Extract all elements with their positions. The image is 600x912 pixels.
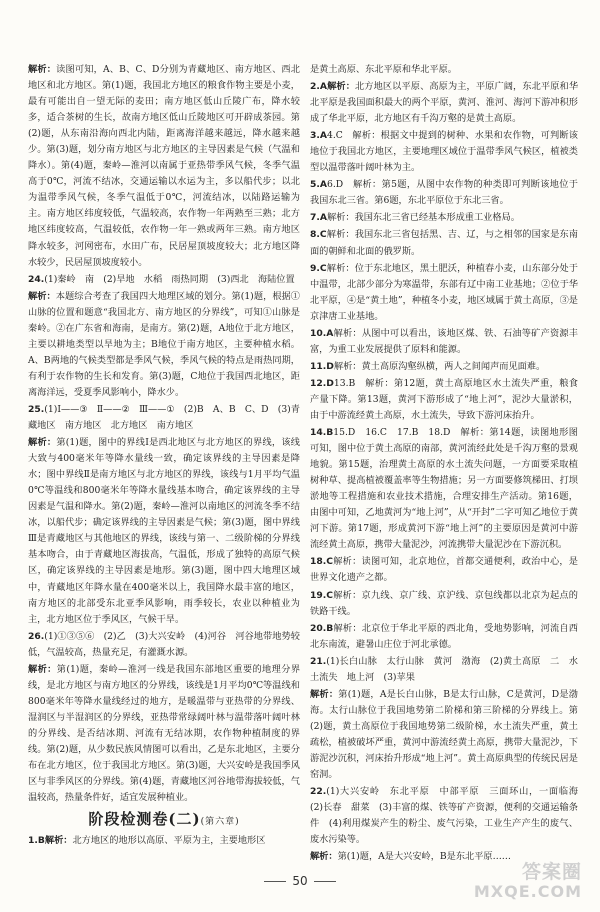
answer-text: 解析：我国东北三省已经基本形成重工业格局。 [327,212,520,224]
page-rule-right [314,881,336,882]
answer-item [310,425,578,553]
question-number: 1.B [28,835,45,847]
answer-item [310,588,578,620]
answer-text: 第(1)题，A是大兴安岭，B是东北平原…… [337,851,511,863]
question-number: 10.A [310,327,334,339]
answer-text: 第(1)题，图中的界线Ⅰ是西北地区与北方地区的界线，该线大致与400毫米年等降水量线一致，确定该界线的主导因素是降水；图中界线Ⅱ是南方地区与北方地区的界线，该线与1月平均气温0℃等温线和800毫米年等降水量线基本吻合，确定该界线的主导因素是气温和降水。第(2)题，秦岭—淮河以南地区的河流冬季不结冰，以船代步；确定该界线的主导因素是气候；第(3)题，图中界线Ⅲ是青藏地区与其他地区的界线，该线与第一、二级阶梯的分界线基本吻合，由于青藏地区海拔高，气温低，形成了独特的高原气候区，确定该界线的主导因素是地形。第(3)题，图中四大地理区域中，青藏地区年降水量在400毫米以上，我国降水最丰富的地区，南方地区的北部受东北亚季风影响，雨季较长，农业以种植业为主，北方地区位于季风区，气候干旱。 [28,437,300,625]
question-number: 26. [28,630,45,642]
page-rule-left [264,881,286,882]
question-number: 14.B [310,427,334,439]
answer-item [310,554,578,586]
answer-item [310,227,578,259]
answer-text: 北方地区以平原、高原为主，平原广阔，东北平原和华北平原是我国面积最大的两个平原，黄河、淮河、海河下游冲积形成了华北平原，北方地区有千沟万壑的是黄土高原。 [310,81,579,125]
answer-text: (1)Ⅰ——③ Ⅱ——② Ⅲ——① (2)B A、B C、D (3)青藏地区 南方地区 北方地区 南方地区 [28,403,300,432]
question-number: 24. [28,273,45,285]
analysis-label: 解析： [310,688,339,700]
question-number: 2.A [310,81,327,93]
answer-text: (1)大兴安岭 东北平原 中部平原 三面环山，一面临海 (2)长春 甜菜 (3)丰富的煤、铁等矿产资源，便利的交通运输条件 (4)利用煤炭产生的粉尘、废气污染，工业生产产生的废气、废水污染等。 [310,786,588,846]
section-subtitle: (第六章) [200,817,240,828]
analysis-label: 解析： [28,64,57,75]
answer-text: 读图可知，A、B、C、D分别为青藏地区、南方地区、西北地区和北方地区。第(1)题，我国北方地区的粮食作物主要是小麦，最有可能出自一望无际的麦田；南方地区低山丘陵广布，降水较多，适合茶树的生长，故南方地区低山丘陵地区可开辟成茶园。第(2)题，从东南沿海向西北内陆，距离海洋越来越远，降水越来越少。第(3)题，划分南方地区与北方地区的主导因素是气候（气温和降水）。第(4)题，秦岭—淮河以南属于亚热带季风气候，冬季气温高于0℃，河流不结冰，交通运输以水运为主，多以船代步；以北为温带季风气候，冬季气温低于0℃，河流结冰，以陆路运输为主。南方地区纬度较低，气温较高，农作物一年两熟至三熟；北方地区纬度较高，气温较低，农作物一年一熟或两年三熟。南方地区降水较多，河网密布，水田广布，民居屋顶坡度较大；北方地区降水较少，民居屋顶坡度较小。 [28,64,300,268]
analysis-label: 解析： [28,437,57,449]
question-number: 9.C [310,262,327,274]
answer-text: 4.C 解析：根据文中提到的树种、水果和农作物，可判断该地位于我国北方地区，主要地理区域位于温带季风气候区，植被类型以温带落叶阔叶林为主。 [310,130,578,174]
answer-text: (1)①③⑤⑥ (2)乙 (3)大兴安岭 (4)河谷 河谷地带地势较低，气温较高，热量充足，有灌溉水源。 [28,630,300,658]
answer-text: 解析：读图可知，北京地位，首都交通便利，政治中心，是世界文化遗产之都。 [310,556,578,584]
analysis-label: 解析： [28,290,56,302]
answer-item [28,62,300,271]
section-title: 阶段检测卷(二) [88,810,201,829]
answer-item [28,289,300,401]
question-number: 20.B [310,622,334,634]
section-heading [28,811,300,830]
answer-item [310,261,578,325]
answer-text: 本题综合考查了我国四大地理区域的划分。第(1)题，根据①山脉的位置和题意“我国北方、南方地区的分界线”，可知①山脉是秦岭。②在广东省和海南，是南方。第(2)题，A地位于北方地区，主要以耕地类型以旱地为主；B地位于南方地区，主要种植水稻。A、B两地的气候类型都是季风气候，季风气候的特点是雨热同期，有利于农作物的生长和发育。第(3)题，C地位于我国西北地区，距离海洋远，受夏季风影响小，降水少。 [28,290,300,398]
answer-text: 第(1)题，秦岭—淮河一线是我国东部地区重要的地理分界线，是北方地区与南方地区的分界线，该线是1月平均0℃等温线和800毫米年等降水量线经过的地方，是暖温带与亚热带的分界线、湿润区与半湿润区的分界线，亚热带常绿阔叶林与温带落叶阔叶林的分界线、是否结冰期、河流有无结冰期，农作物种植制度的界线。第(2)题，从少数民族风情图可以看出，乙是东北地区，主要分布在北方地区，位于我国北方地区。第(3)题，大兴安岭是我国季风区与非季风区的分界线。第(4)题，青藏地区河谷地带海拔较低，气温较高，热量条件好，适宜发展种植业。 [28,663,301,804]
watermark-line1: 答案圈 [521,861,582,883]
answer-text: 是黄土高原、东北平原和华北平原。 [310,64,457,75]
answer-text: 解析：从图中可以看出，该地区煤、铁、石油等矿产资源丰富，为重工业发展提供了原料和能源。 [310,327,578,355]
answer-text: 13.B 解析：第12题，黄土高原地区水土流失严重，粮食产量下降。第13题，黄河下游形成了“地上河”，泥沙大量淤积，由于中游流经黄土高原，水土流失，导致下游河床抬升。 [310,377,578,421]
question-number: 21. [310,655,327,667]
answer-item [310,376,578,424]
answer-item [310,359,578,375]
answer-text: 解析：我国东北三省包括黑、吉、辽，与之相邻的国家是东南面的朝鲜和北面的俄罗斯。 [310,229,578,257]
answer-item [28,629,300,661]
answer-item [28,662,300,806]
answer-item [310,687,578,783]
analysis-label: 解析： [310,851,338,863]
analysis-label: 解析： [44,835,73,847]
watermark-line2: MXQE.COM [473,882,582,901]
left-column [28,62,300,850]
answer-text: 解析：北京位于华北平原的西北角，受地势影响，河流自西北东南流，避暑山庄位于河北承德。 [310,622,578,650]
question-number: 8.C [310,229,327,241]
question-number: 7.A [310,212,327,224]
answer-item [310,128,578,176]
question-number: 11.D [310,360,334,372]
watermark-logo [474,862,582,902]
question-number: 3.A [310,130,327,142]
answer-text: 第(1)题，A是长白山脉，B是太行山脉，C是黄河，D是渤海。太行山脉位于我国地势第二阶梯和第三阶梯的分界线上。第(2)题，黄土高原位于我国地势第二级阶梯，水土流失严重，黄土疏松，植被破坏严重，黄河中游流经黄土高原，携带大量泥沙，下游泥沙沉积，河床抬升形成“地上河”。黄土高原典型的传统民居是窑洞。 [310,688,578,781]
answer-item [28,435,300,628]
answer-text: 6.D 解析：第5题，从图中农作物的种类即可判断该地位于我国东北三省。第6题，东北平原位于东北三省。 [310,179,578,207]
answer-item [28,402,300,434]
answer-text: 解析：黄土高原沟壑纵横，两人之间闻声而见面难。 [333,360,546,372]
answer-item [310,326,578,358]
answer-item [28,833,300,849]
page-number: 50 [0,874,600,888]
answer-text: 15.D 16.C 17.B 18.D 解析：第14题，读图地形图可知，图中位于黄土高原的南部，黄河流经此处是千沟万壑的景观地貌。第15题，治理黄土高原的水土流失问题，一方面要采取植树种草、提高植被覆盖率等生物措施；另一方面要修筑梯田、打坝淤地等工程措施和农业技术措施，合理安排生产活动。第16题，由图中可知，乙地黄河为“地上河”，从“开封”二字可知乙地位于黄河下游。第17题，形成黄河下游“地上河”的主要原因是黄河中游流经黄土高原，携带大量泥沙，河流携带大量泥沙在下游沉积。 [310,427,578,551]
answer-item [310,784,588,848]
answer-text: 北方地区的地形以高原、平原为主，主要地形区 [72,835,266,847]
answer-item [310,62,578,78]
question-number: 5.A [310,179,327,191]
question-number: 25. [28,403,45,415]
answer-text: 解析：京九线、京广线、京沪线、京包线都以北京为起点的铁路干线。 [310,589,578,617]
question-number: 12.D [310,377,334,389]
answer-text: 解析：位于东北地区，黑土肥沃，种植春小麦，山东部分处于中温带，北部少部分为寒温带，东部有辽中南工业基地；②位于华北平原，④是“黄土地”，种植冬小麦，地区域属于黄土高原，③是京津唐工业基地。 [310,262,578,322]
answer-item [310,177,578,209]
answer-text: (1)长白山脉 太行山脉 黄河 渤海 (2)黄土高原 二 水土流失 地上河 (3)苹果 [310,655,578,683]
question-number: 22. [310,786,327,798]
answer-item [310,210,578,226]
answer-text: (1)秦岭 南 (2)旱地 水稻 雨热同期 (3)西北 海陆位置 [44,273,295,285]
right-column [310,62,588,866]
question-number: 19.C [310,589,334,601]
answer-item [28,272,300,288]
answer-item [310,654,578,686]
analysis-label: 解析： [28,663,57,675]
question-number: 18.C [310,556,334,568]
analysis-label: 解析： [327,81,355,93]
answer-item [310,79,578,127]
answer-item [310,621,578,653]
